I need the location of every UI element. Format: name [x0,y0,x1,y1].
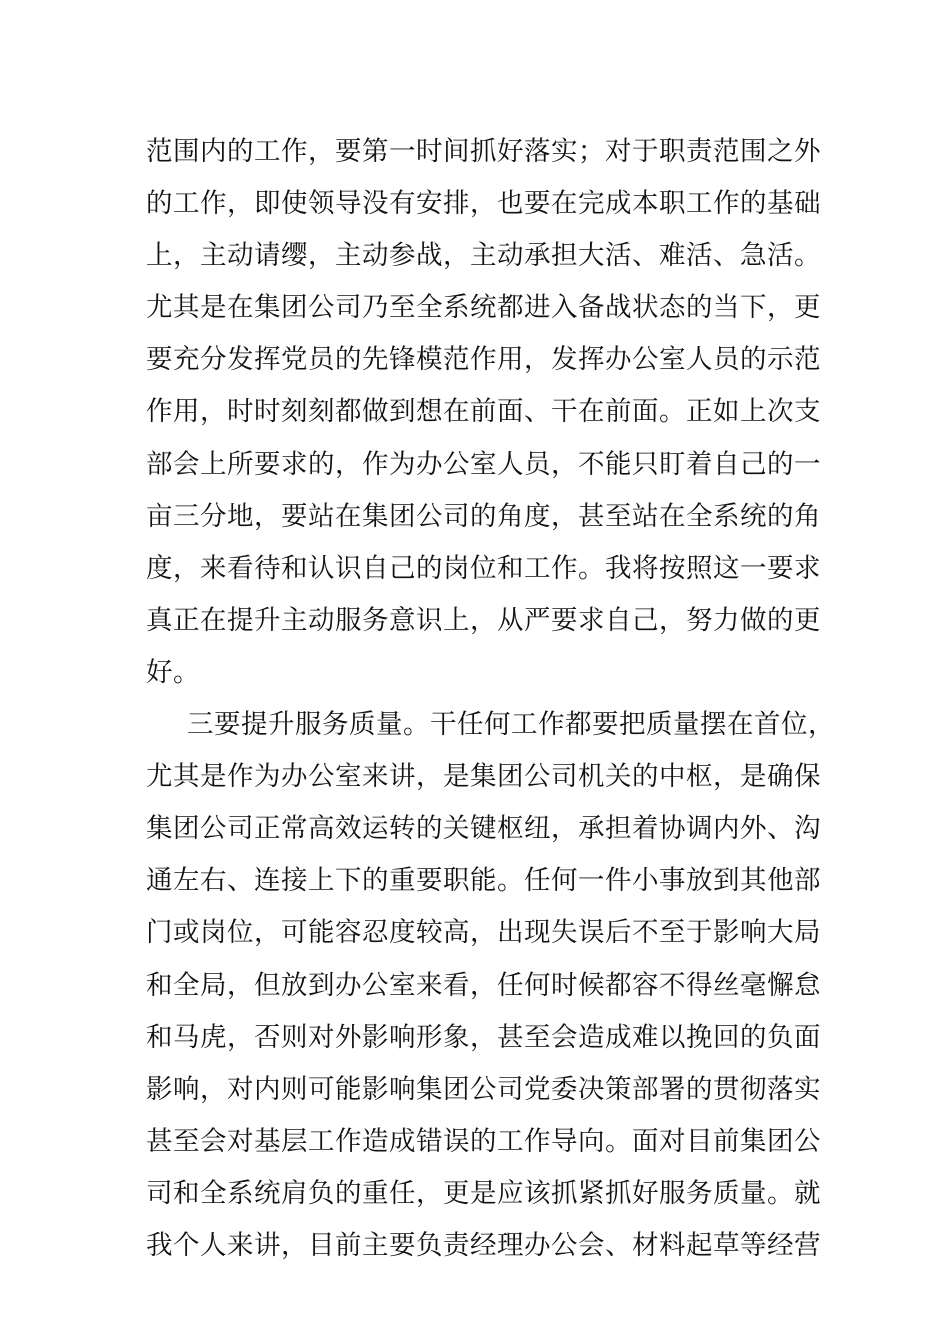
text-line: 门或岗位，可能容忍度较高，出现失误后不至于影响大局 [146,917,821,949]
text-line: 真正在提升主动服务意识上，从严要求自己，努力做的更 [146,604,821,636]
text-line: 作用，时时刻刻都做到想在前面、干在前面。正如上次支 [146,396,821,428]
text-line: 度，来看待和认识自己的岗位和工作。我将按照这一要求 [146,552,821,584]
text-line: 三要提升服务质量。干任何工作都要把质量摆在首位， [187,709,835,741]
text-line: 范围内的工作，要第一时间抓好落实；对于职责范围之外 [146,136,821,167]
text-line: 亩三分地，要站在集团公司的角度，甚至站在全系统的角 [146,500,821,532]
text-line: 上，主动请缨，主动参战，主动承担大活、难活、急活。 [146,240,821,272]
text-line: 要充分发挥党员的先锋模范作用，发挥办公室人员的示范 [146,344,821,376]
text-line: 好。 [146,656,200,688]
text-line: 尤其是在集团公司乃至全系统都进入备战状态的当下，更 [146,292,821,324]
text-line: 集团公司正常高效运转的关键枢纽，承担着协调内外、沟 [146,813,821,845]
text-line: 和马虎，否则对外影响形象，甚至会造成难以挽回的负面 [146,1021,821,1053]
text-line: 影响，对内则可能影响集团公司党委决策部署的贯彻落实 [146,1073,821,1105]
document-body [146,126,835,1272]
text-line: 通左右、连接上下的重要职能。任何一件小事放到其他部 [146,865,821,897]
paragraph-continued [146,126,821,699]
paragraph-service-quality [146,699,835,1272]
text-line: 的工作，即使领导没有安排，也要在完成本职工作的基础 [146,188,821,220]
text-line: 甚至会对基层工作造成错误的工作导向。面对目前集团公 [146,1125,821,1157]
text-line: 和全局，但放到办公室来看，任何时候都容不得丝毫懈怠 [146,969,821,1001]
text-line: 部会上所要求的，作为办公室人员，不能只盯着自己的一 [146,448,821,480]
text-line: 尤其是作为办公室来讲，是集团公司机关的中枢，是确保 [146,761,821,793]
text-line: 司和全系统肩负的重任，更是应该抓紧抓好服务质量。就 [146,1177,821,1209]
text-line: 我个人来讲，目前主要负责经理办公会、材料起草等经营 [146,1229,821,1261]
